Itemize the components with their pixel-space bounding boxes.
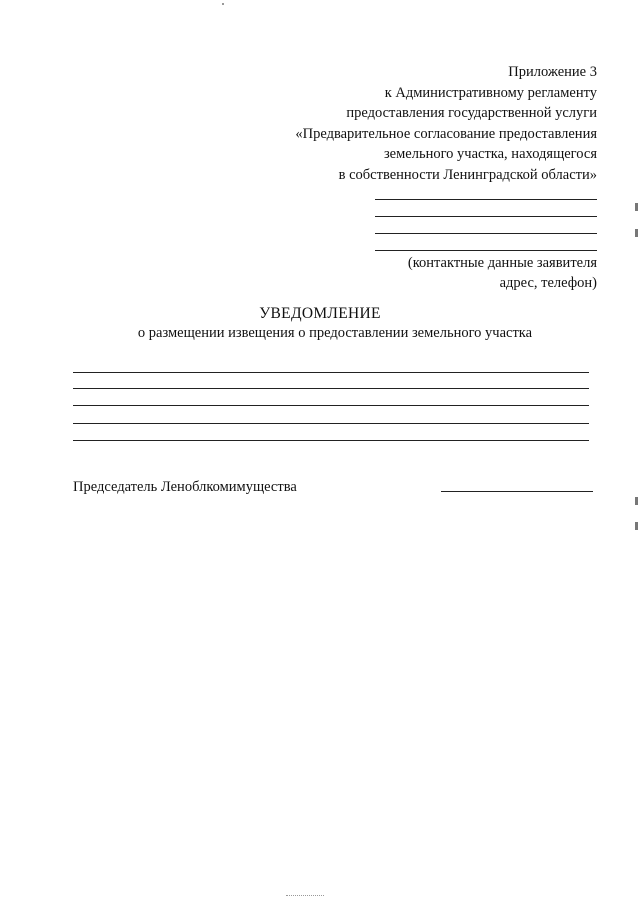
body-blank-line — [73, 440, 589, 441]
scan-edge-mark — [635, 229, 638, 237]
contact-blank-line — [375, 199, 597, 200]
body-blank-line — [73, 372, 589, 373]
scan-edge-mark — [635, 497, 638, 505]
scan-edge-mark — [635, 203, 638, 211]
appendix-line: в собственности Ленинградской области» — [338, 166, 597, 183]
appendix-header — [237, 62, 597, 185]
contact-caption-line: адрес, телефон) — [499, 275, 597, 291]
notice-subtitle: о размещении извещения о предоставлении земельного участка — [137, 325, 533, 341]
scan-artifact-dots — [286, 895, 324, 896]
appendix-line: «Предварительное согласование предоставления — [295, 125, 597, 142]
contact-blank-line — [375, 233, 597, 234]
contact-caption-line: (контактные данные заявителя — [407, 255, 597, 271]
appendix-line: предоставления государственной услуги — [346, 105, 597, 121]
contact-caption — [337, 253, 597, 293]
signature-label: Председатель Леноблкомимущества — [73, 479, 297, 495]
appendix-line: к Административному регламенту — [384, 84, 597, 101]
contact-blank-line — [375, 250, 597, 251]
scan-artifact-dot — [222, 3, 224, 5]
scan-edge-mark — [635, 522, 638, 530]
body-blank-line — [73, 423, 589, 424]
notice-title: УВЕДОМЛЕНИЕ — [259, 305, 381, 322]
signature-line — [441, 491, 593, 492]
body-blank-line — [73, 405, 589, 406]
contact-blank-line — [375, 216, 597, 217]
appendix-line: земельного участка, находящегося — [383, 146, 597, 162]
appendix-line: Приложение 3 — [508, 64, 597, 80]
body-blank-line — [73, 388, 589, 389]
